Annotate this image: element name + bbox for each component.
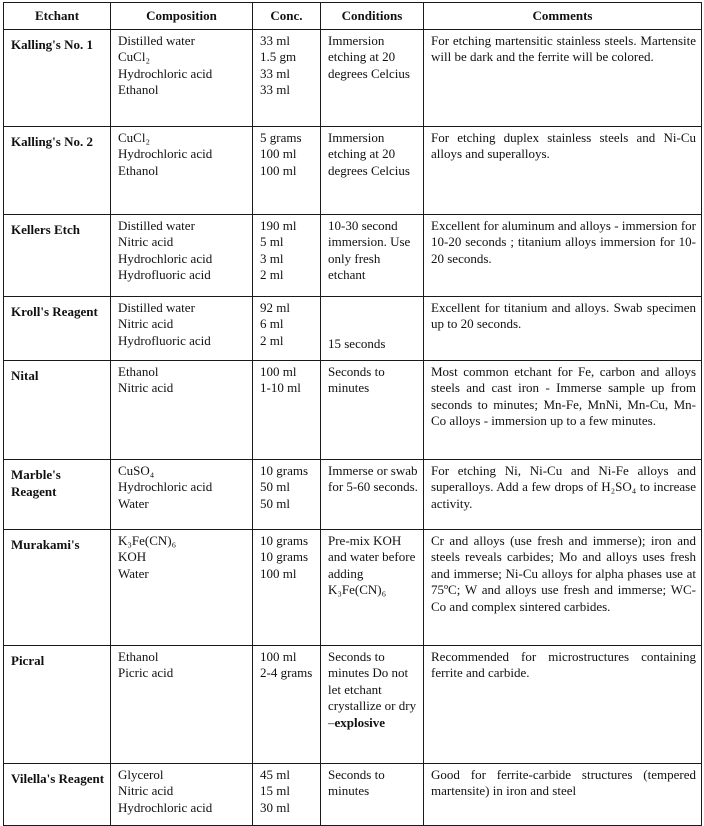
composition-item: Hydrochloric acid (118, 250, 213, 266)
conc-item: 100 ml (260, 162, 297, 178)
composition-item: Ethanol (118, 649, 159, 664)
conc-item: 3 ml (260, 250, 284, 266)
conditions-cell (321, 215, 424, 297)
composition-cell (111, 460, 253, 530)
conc-cell (253, 297, 321, 361)
conc-item: 33 ml (260, 65, 290, 81)
conc-cell (253, 215, 321, 297)
conc-item: 100 ml (260, 649, 297, 664)
composition-item: CuCl₂ (118, 49, 150, 65)
conditions-text: Pre-mix KOH and water before adding K₃Fe(CN)₆ (328, 533, 416, 598)
composition-item: Hydrochloric acid (118, 799, 213, 815)
conditions-cell (321, 646, 424, 764)
composition-item: CuSO₄ (118, 463, 155, 478)
comments-cell: Cr and alloys (use fresh and immerse); iron and steels reveals carbides; Mo and alloys uses fresh and immerse; Ni-Cu alloys for alpha phases use at 75ºC; W and alloys use fresh and immerse; WC-Co and complex sintered carbides. (424, 530, 702, 646)
table-header-row (4, 3, 702, 30)
conditions-cell (321, 361, 424, 460)
conditions-text: Seconds to minutes (328, 364, 385, 396)
composition-item: Ethanol (118, 364, 159, 379)
table-row (4, 460, 702, 530)
comments-cell: Recommended for microstructures containing ferrite and carbide. (424, 646, 702, 764)
composition-item: Nitric acid (118, 316, 174, 332)
composition-cell (111, 127, 253, 215)
composition-cell (111, 530, 253, 646)
conc-item: 33 ml (260, 33, 290, 48)
spacer (328, 300, 418, 318)
comments-cell: For etching duplex stainless steels and Ni-Cu alloys and superalloys. (424, 127, 702, 215)
conc-cell (253, 127, 321, 215)
comments-cell: Excellent for aluminum and alloys - immersion for 10-20 seconds ; titanium alloys immersion for 10-20 seconds. (424, 215, 702, 297)
conditions-cell (321, 530, 424, 646)
composition-item: Hydrochloric acid (118, 65, 213, 81)
conc-item: 100 ml (260, 146, 297, 162)
composition-cell (111, 297, 253, 361)
composition-item: Distilled water (118, 300, 195, 315)
conc-item: 1.5 gm (260, 49, 297, 65)
etchant-cell: Kalling's No. 2 (4, 127, 111, 215)
table-row (4, 361, 702, 460)
etchant-cell: Picral (4, 646, 111, 764)
composition-cell (111, 215, 253, 297)
conc-item: 10 grams (260, 549, 309, 565)
composition-item: Nitric acid (118, 783, 174, 799)
etchant-table (3, 2, 702, 826)
etchant-cell: Vilella's Reagent (4, 764, 111, 826)
etchant-cell: Kroll's Reagent (4, 297, 111, 361)
conc-item: 2-4 grams (260, 665, 313, 681)
conditions-cell (321, 30, 424, 127)
etchant-cell: Murakami's (4, 530, 111, 646)
composition-item: CuCl₂ (118, 130, 150, 145)
composition-item: Picric acid (118, 665, 174, 681)
conc-item: 50 ml (260, 495, 290, 511)
conditions-text: Immersion etching at 20 degrees Celcius (328, 130, 410, 178)
comments-cell: Most common etchant for Fe, carbon and alloys steels and cast iron - Immerse sample up from seconds to minutes; Mn-Fe, MnNi, Mn-Cu, Mn-Co alloys - immersion up to a few minutes. (424, 361, 702, 460)
composition-item: Hydrochloric acid (118, 479, 213, 495)
composition-item: Hydrofluoric acid (118, 332, 211, 348)
etchant-cell: Marble's Reagent (4, 460, 111, 530)
table-row (4, 646, 702, 764)
table-row (4, 215, 702, 297)
composition-item: Glycerol (118, 767, 164, 782)
conc-cell (253, 361, 321, 460)
conc-item: 2 ml (260, 267, 284, 283)
conditions-cell (321, 127, 424, 215)
conc-item: 1-10 ml (260, 380, 301, 396)
composition-item: Nitric acid (118, 380, 174, 396)
comments-cell: For etching martensitic stainless steels. Martensite will be dark and the ferrite will be colored. (424, 30, 702, 127)
conc-item: 10 grams (260, 463, 309, 478)
conditions-text: 15 seconds (328, 336, 386, 351)
comments-cell: Excellent for titanium and alloys. Swab specimen up to 20 seconds. (424, 297, 702, 361)
conc-cell (253, 764, 321, 826)
conditions-cell (321, 764, 424, 826)
composition-item: Distilled water (118, 218, 195, 233)
composition-item: Water (118, 495, 149, 511)
document-page (3, 2, 702, 826)
composition-cell (111, 361, 253, 460)
composition-cell (111, 30, 253, 127)
composition-cell (111, 764, 253, 826)
conc-cell (253, 460, 321, 530)
conc-item: 100 ml (260, 364, 297, 379)
conc-item: 100 ml (260, 565, 297, 581)
conditions-text: Seconds to minutes (328, 767, 385, 799)
conc-item: 2 ml (260, 332, 284, 348)
composition-item: Distilled water (118, 33, 195, 48)
conc-item: 45 ml (260, 767, 290, 782)
conc-item: 5 ml (260, 234, 284, 250)
conc-item: 190 ml (260, 218, 297, 233)
composition-item: Ethanol (118, 82, 159, 98)
table-row (4, 297, 702, 361)
conc-item: 92 ml (260, 300, 290, 315)
conditions-text: 10-30 second immersion. Use only fresh etchant (328, 218, 411, 283)
composition-item: Hydrochloric acid (118, 146, 213, 162)
comments-cell: For etching Ni, Ni-Cu and Ni-Fe alloys and superalloys. Add a few drops of H₂SO₄ to increase activity. (424, 460, 702, 530)
conditions-text: Immersion etching at 20 degrees Celcius (328, 33, 410, 81)
composition-item: Water (118, 565, 149, 581)
conc-item: 50 ml (260, 479, 290, 495)
conc-item: 30 ml (260, 799, 290, 815)
composition-item: Ethanol (118, 162, 159, 178)
composition-item: Hydrofluoric acid (118, 267, 211, 283)
conc-item: 15 ml (260, 783, 290, 799)
composition-item: K₃Fe(CN)₆ (118, 533, 177, 548)
conditions-text: Seconds to minutes Do not let etchant crystallize or dry – (328, 649, 417, 730)
conc-item: 10 grams (260, 533, 309, 548)
comments-cell: Good for ferrite-carbide structures (tempered martensite) in iron and steel (424, 764, 702, 826)
conc-item: 33 ml (260, 82, 290, 98)
composition-item: KOH (118, 549, 147, 565)
conditions-cell (321, 460, 424, 530)
table-row (4, 530, 702, 646)
etchant-cell: Kellers Etch (4, 215, 111, 297)
header-conditions: Conditions (321, 3, 424, 30)
warning-text: explosive (334, 714, 386, 730)
spacer (328, 318, 418, 336)
etchant-cell: Kalling's No. 1 (4, 30, 111, 127)
conc-cell (253, 30, 321, 127)
composition-cell (111, 646, 253, 764)
conditions-cell (321, 297, 424, 361)
table-row (4, 127, 702, 215)
etchant-cell: Nital (4, 361, 111, 460)
conc-item: 6 ml (260, 316, 284, 332)
conc-cell (253, 646, 321, 764)
composition-item: Nitric acid (118, 234, 174, 250)
conditions-text: Immerse or swab for 5-60 seconds. (328, 463, 418, 495)
conc-item: 5 grams (260, 130, 302, 145)
table-row (4, 30, 702, 127)
header-etchant: Etchant (4, 3, 111, 30)
header-composition: Composition (111, 3, 253, 30)
conc-cell (253, 530, 321, 646)
table-row (4, 764, 702, 826)
header-conc: Conc. (253, 3, 321, 30)
header-comments: Comments (424, 3, 702, 30)
